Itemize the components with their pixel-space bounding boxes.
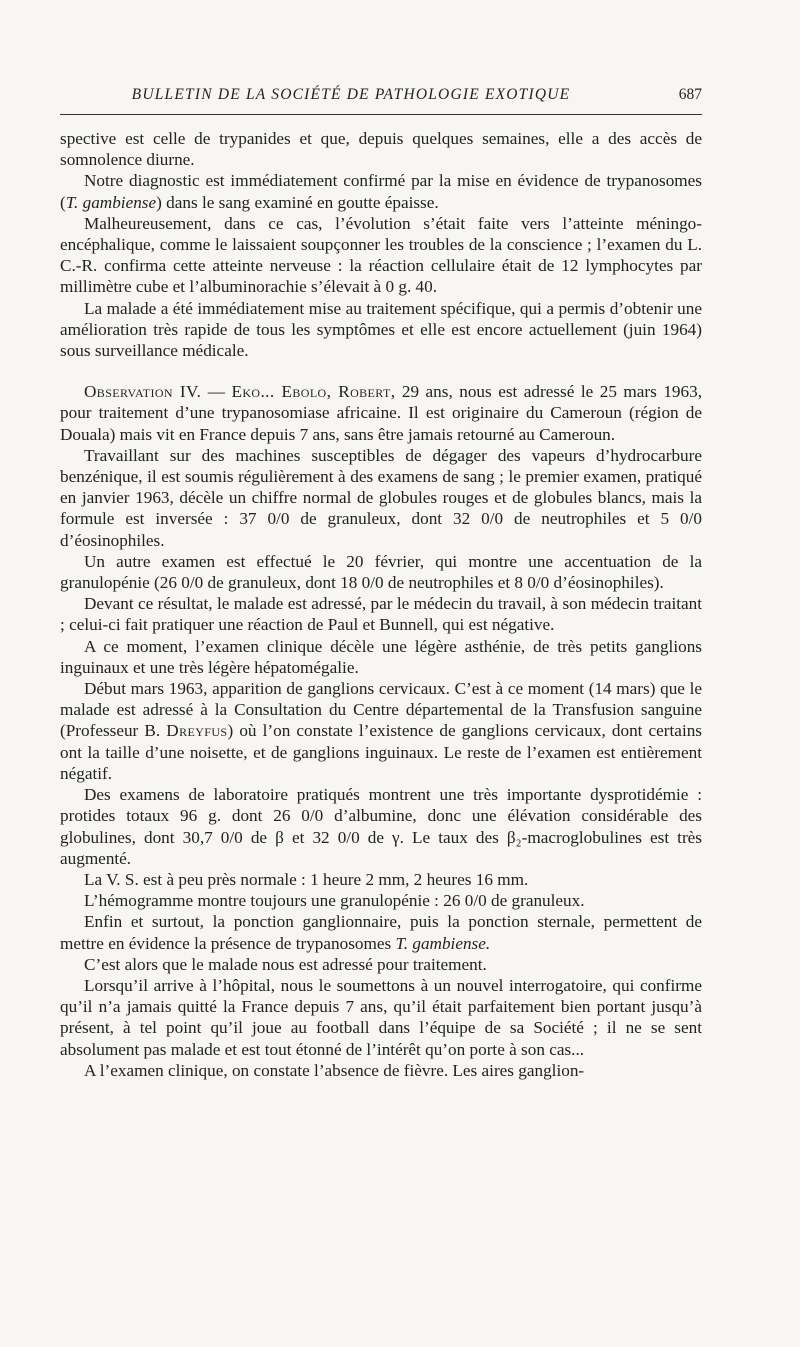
journal-title: BULLETIN DE LA SOCIÉTÉ DE PATHOLOGIE EXOTIQUE — [131, 86, 571, 103]
paragraph-7: Un autre examen est effectué le 20 février, qui montre une accentuation de la granulopénie (26 0/0 de granuleux, dont 18 0/0 de neutrophiles et 8 0/0 d’éosinophiles). — [60, 551, 702, 593]
page-number: 687 — [678, 86, 702, 103]
paragraph-6: Travaillant sur des machines susceptibles de dégager des vapeurs d’hydrocarbure benzénique, il est soumis régulièrement à des examens de sang ; le premier examen, pratiqué en janvier 1963, décèle un chiffre normal de globules rouges et de globules blancs, mais la formule est inversée : 37 0/0 de granuleux, dont 32 0/0 de neutrophiles et 5 0/0 d’éosinophiles. — [60, 445, 702, 550]
paragraph-15: C’est alors que le malade nous est adressé pour traitement. — [84, 954, 487, 974]
species-name: T. gambiense — [65, 192, 157, 212]
observation-label: Observation IV. — [84, 382, 202, 402]
paragraph-3: Malheureusement, dans ce cas, l’évolution s’était faite vers l’atteinte méningo-encéphalique, comme le laissaient soupçonner les troubles de la conscience ; l’examen du L. C.-R. confirma cette atteinte nerveuse : la réaction cellulaire était de 12 lymphocytes par millimètre cube et l’albuminorachie s’élevait à 0 g. 40. — [60, 213, 702, 297]
paragraph-17: A l’examen clinique, on constate l’absence de fièvre. Les aires ganglion- — [84, 1060, 585, 1080]
running-header — [60, 86, 702, 110]
patient-name: Eko... Ebolo, Robert, — [231, 382, 396, 402]
paragraph-13: L’hémogramme montre toujours une granulopénie : 26 0/0 de granuleux. — [84, 891, 585, 911]
header-rule — [60, 114, 702, 115]
paragraph-2: Notre diagnostic est immédiatement confirmé par la mise en évidence de trypanosomes (T. gambiense) dans le sang examiné en goutte épaisse. — [60, 171, 702, 212]
paragraph-1: spective est celle de trypanides et que, depuis quelques semaines, elle a des accès de somnolence diurne. — [60, 129, 702, 170]
observation-heading-paragraph: Observation IV. — Eko... Ebolo, Robert, 29 ans, nous est adressé le 25 mars 1963, pour traitement d’une trypanosomiase africaine. Il est originaire du Cameroun (région de Douala) mais vit en France depuis 7 ans, sans être jamais retourné au Cameroun. — [60, 382, 702, 444]
paragraph-8: Devant ce résultat, le malade est adressé, par le médecin du travail, à son médecin traitant ; celui-ci fait pratiquer une réaction de Paul et Bunnell, qui est négative. — [60, 594, 702, 635]
paragraph-4: La malade a été immédiatement mise au traitement spécifique, qui a permis d’obtenir une amélioration très rapide de tous les symptômes et elle est encore actuellement (juin 1964) sous surveillance médicale. — [60, 298, 702, 361]
professor-name: Dreyfus — [166, 721, 228, 741]
species-name-2: T. gambiense. — [395, 933, 491, 953]
paragraph-9: A ce moment, l’examen clinique décèle une légère asthénie, de très petits ganglions inguinaux et une très légère hépatomégalie. — [60, 636, 702, 677]
body-text — [60, 128, 702, 1081]
paragraph-16: Lorsqu’il arrive à l’hôpital, nous le soumettons à un nouvel interrogatoire, qui confirme qu’il n’a jamais quitté la France depuis 7 ans, qu’il était parfaitement bien portant jusqu’à présent, à tel point qu’il joue au football dans l’équipe de sa Société ; il ne se sent absolument pas malade et est tout étonné de l’intérêt qu’on porte à son cas... — [60, 975, 702, 1059]
paragraph-10: Début mars 1963, apparition de ganglions cervicaux. C’est à ce moment (14 mars) que le malade est adressé à la Consultation du Centre départemental de la Transfusion sanguine (Professeur B. Dreyfus) où l’on constate l’existence de ganglions cervicaux, dont certains ont la taille d’une noisette, et de ganglions inguinaux. Le reste de l’examen est entièrement négatif. — [60, 679, 702, 783]
paragraph-14: Enfin et surtout, la ponction ganglionnaire, puis la ponction sternale, permettent de mettre en évidence la présence de trypanosomes T. gambiense. — [60, 912, 702, 953]
paragraph-12: La V. S. est à peu près normale : 1 heure 2 mm, 2 heures 16 mm. — [84, 869, 529, 889]
paragraph-11: Des examens de laboratoire pratiqués montrent une très importante dysprotidémie : protides totaux 96 g. dont 26 0/0 d’albumine, donc une élévation considérable des globulines, dont 30,7 0/0 de β et 32 0/0 de γ. Le taux des β₂-macroglobulines est très augmenté. — [60, 785, 702, 868]
